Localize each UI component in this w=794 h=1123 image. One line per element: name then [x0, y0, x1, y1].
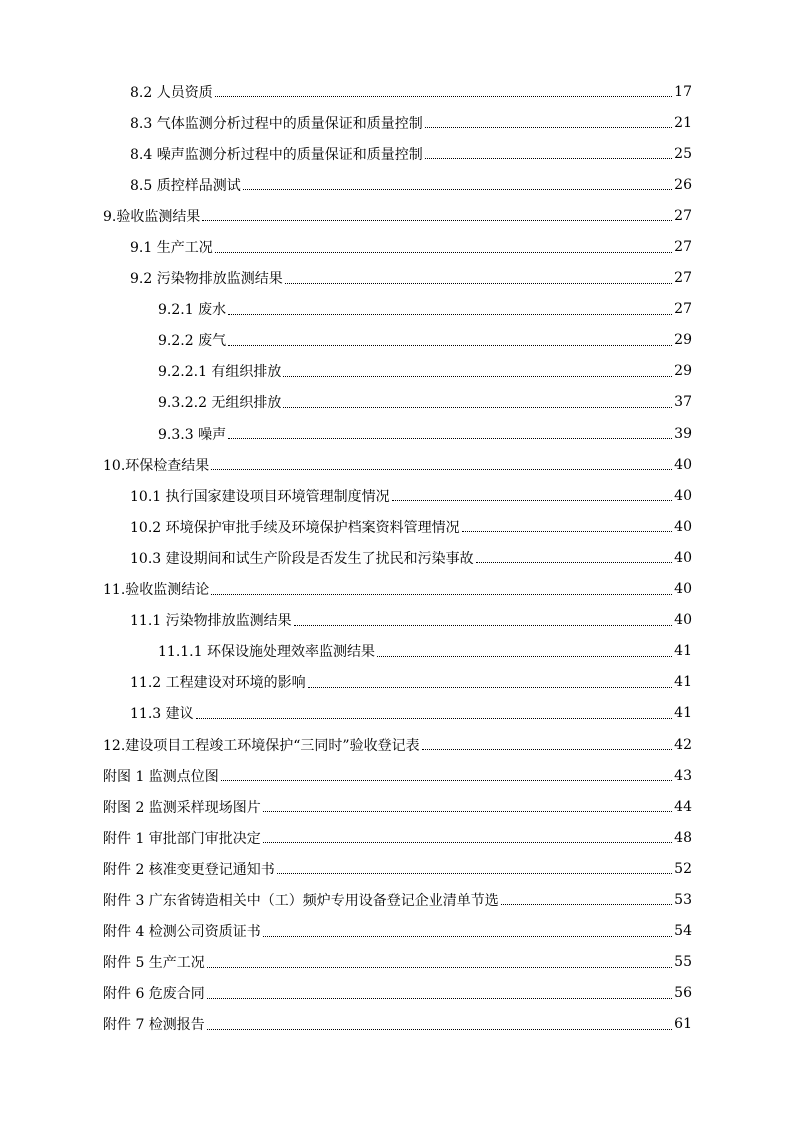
toc-entry-page-number: 29 [674, 363, 692, 380]
toc-entry-page-number: 53 [674, 891, 692, 908]
dot-leader [294, 625, 673, 626]
dot-leader [228, 438, 672, 439]
toc-entry-title: 附件 7 检测报告 [103, 1017, 205, 1034]
toc-entry-title: 12.建设项目工程竣工环境保护“三同时”验收登记表 [103, 737, 420, 754]
toc-entry[interactable] [0, 325, 794, 356]
toc-entry[interactable] [0, 107, 794, 138]
dot-leader [377, 656, 672, 657]
toc-entry-page-number: 27 [674, 301, 692, 318]
dot-leader [207, 1029, 672, 1030]
toc-entry[interactable] [0, 263, 794, 294]
toc-entry-page-number: 55 [674, 954, 692, 971]
toc-entry-title: 11.验收监测结论 [103, 582, 210, 599]
toc-entry-page-number: 39 [674, 425, 692, 442]
toc-entry-title: 11.1 污染物排放监测结果 [130, 613, 292, 630]
toc-entry-page-number: 21 [674, 114, 692, 131]
dot-leader [263, 842, 672, 843]
toc-entry-page-number: 41 [674, 674, 692, 691]
toc-entry-page-number: 40 [674, 612, 692, 629]
dot-leader [202, 220, 672, 221]
toc-entry[interactable] [0, 947, 794, 978]
dot-leader [211, 469, 672, 470]
toc-entry[interactable] [0, 884, 794, 915]
toc-entry-page-number: 43 [674, 767, 692, 784]
toc-entry-title: 10.3 建设期间和试生产阶段是否发生了扰民和污染事故 [130, 550, 474, 567]
toc-entry[interactable] [0, 138, 794, 169]
toc-entry-title: 10.2 环境保护审批手续及环境保护档案资料管理情况 [130, 519, 460, 536]
dot-leader [392, 500, 673, 501]
toc-entry-page-number: 40 [674, 487, 692, 504]
toc-entry-title: 9.1 生产工况 [130, 240, 213, 257]
dot-leader [283, 376, 672, 377]
dot-leader [425, 158, 672, 159]
toc-entry[interactable] [0, 853, 794, 884]
dot-leader [476, 562, 673, 563]
dot-leader [207, 998, 672, 999]
toc-entry[interactable] [0, 636, 794, 667]
toc-entry[interactable] [0, 356, 794, 387]
toc-entry[interactable] [0, 760, 794, 791]
toc-entry-page-number: 29 [674, 332, 692, 349]
toc-entry-title: 9.2 污染物排放监测结果 [130, 271, 283, 288]
toc-entry[interactable] [0, 231, 794, 262]
dot-leader [425, 127, 672, 128]
toc-entry-title: 附图 2 监测采样现场图片 [103, 799, 261, 816]
toc-entry-page-number: 61 [674, 1016, 692, 1033]
dot-leader [308, 687, 673, 688]
toc-entry-page-number: 27 [674, 270, 692, 287]
toc-entry[interactable] [0, 480, 794, 511]
toc-entry-title: 附件 4 检测公司资质证书 [103, 924, 261, 941]
toc-entry-page-number: 27 [674, 207, 692, 224]
toc-entry-title: 附件 5 生产工况 [103, 955, 205, 972]
toc-entry-title: 8.5 质控样品测试 [130, 177, 241, 194]
toc-entry-page-number: 41 [674, 643, 692, 660]
dot-leader [228, 345, 672, 346]
dot-leader [211, 594, 672, 595]
toc-entry-page-number: 27 [674, 239, 692, 256]
toc-entry[interactable] [0, 916, 794, 947]
toc-entry[interactable] [0, 76, 794, 107]
toc-entry-title: 8.3 气体监测分析过程中的质量保证和质量控制 [130, 115, 423, 132]
dot-leader [462, 531, 673, 532]
toc-entry-title: 9.2.1 废水 [158, 302, 227, 319]
dot-leader [215, 252, 672, 253]
toc-entry-title: 附件 1 审批部门审批决定 [103, 830, 261, 847]
toc-entry-title: 11.2 工程建设对环境的影响 [130, 675, 306, 692]
toc-entry-page-number: 56 [674, 985, 692, 1002]
toc-entry-page-number: 48 [674, 829, 692, 846]
toc-entry[interactable] [0, 822, 794, 853]
dot-leader [285, 283, 672, 284]
toc-entry-page-number: 54 [674, 923, 692, 940]
toc-entry[interactable] [0, 698, 794, 729]
toc-entry-page-number: 17 [674, 83, 692, 100]
dot-leader [422, 749, 673, 750]
toc-entry-title: 8.2 人员资质 [130, 84, 213, 101]
toc-entry[interactable] [0, 605, 794, 636]
toc-entry-title: 附件 6 危废合同 [103, 986, 205, 1003]
toc-entry-page-number: 25 [674, 145, 692, 162]
toc-entry[interactable] [0, 200, 794, 231]
toc-entry[interactable] [0, 574, 794, 605]
toc-entry-page-number: 41 [674, 705, 692, 722]
toc-entry-page-number: 52 [674, 860, 692, 877]
toc-entry-title: 11.3 建议 [130, 706, 194, 723]
toc-entry-title: 9.3.2.2 无组织排放 [158, 395, 282, 412]
toc-entry-title: 附件 3 广东省铸造相关中（工）频炉专用设备登记企业清单节选 [103, 892, 499, 909]
toc-entry-title: 附件 2 核准变更登记通知书 [103, 861, 275, 878]
toc-entry-title: 9.3.3 噪声 [158, 426, 227, 443]
toc-entry[interactable] [0, 729, 794, 760]
toc-entry-title: 9.验收监测结果 [103, 208, 201, 225]
toc-entry-title: 11.1.1 环保设施处理效率监测结果 [158, 644, 375, 661]
toc-entry-title: 附图 1 监测点位图 [103, 768, 219, 785]
toc-entry[interactable] [0, 1009, 794, 1040]
toc-entry[interactable] [0, 418, 794, 449]
toc-entry-page-number: 37 [674, 394, 692, 411]
toc-entry[interactable] [0, 667, 794, 698]
toc-entry-page-number: 44 [674, 798, 692, 815]
toc-entry-page-number: 40 [674, 581, 692, 598]
toc-entry[interactable] [0, 294, 794, 325]
toc-entry[interactable] [0, 542, 794, 573]
toc-entry-page-number: 26 [674, 176, 692, 193]
toc-entry[interactable] [0, 169, 794, 200]
dot-leader [196, 718, 673, 719]
dot-leader [207, 967, 672, 968]
dot-leader [228, 314, 672, 315]
dot-leader [283, 407, 672, 408]
toc-entry[interactable] [0, 449, 794, 480]
dot-leader [221, 780, 672, 781]
toc-entry-title: 10.环保检查结果 [103, 457, 210, 474]
toc-entry-title: 8.4 噪声监测分析过程中的质量保证和质量控制 [130, 146, 423, 163]
toc-entry[interactable] [0, 387, 794, 418]
dot-leader [501, 904, 672, 905]
dot-leader [243, 189, 672, 190]
dot-leader [263, 936, 672, 937]
dot-leader [215, 96, 672, 97]
toc-entry-page-number: 40 [674, 549, 692, 566]
toc-entry-title: 10.1 执行国家建设项目环境管理制度情况 [130, 488, 390, 505]
dot-leader [263, 811, 672, 812]
toc-entry-page-number: 40 [674, 456, 692, 473]
table-of-contents [0, 76, 794, 1040]
toc-entry[interactable] [0, 978, 794, 1009]
toc-entry[interactable] [0, 791, 794, 822]
toc-entry-title: 9.2.2 废气 [158, 333, 227, 350]
toc-entry-page-number: 40 [674, 518, 692, 535]
toc-entry-title: 9.2.2.1 有组织排放 [158, 364, 282, 381]
dot-leader [277, 873, 672, 874]
toc-entry[interactable] [0, 511, 794, 542]
toc-entry-page-number: 42 [674, 736, 692, 753]
